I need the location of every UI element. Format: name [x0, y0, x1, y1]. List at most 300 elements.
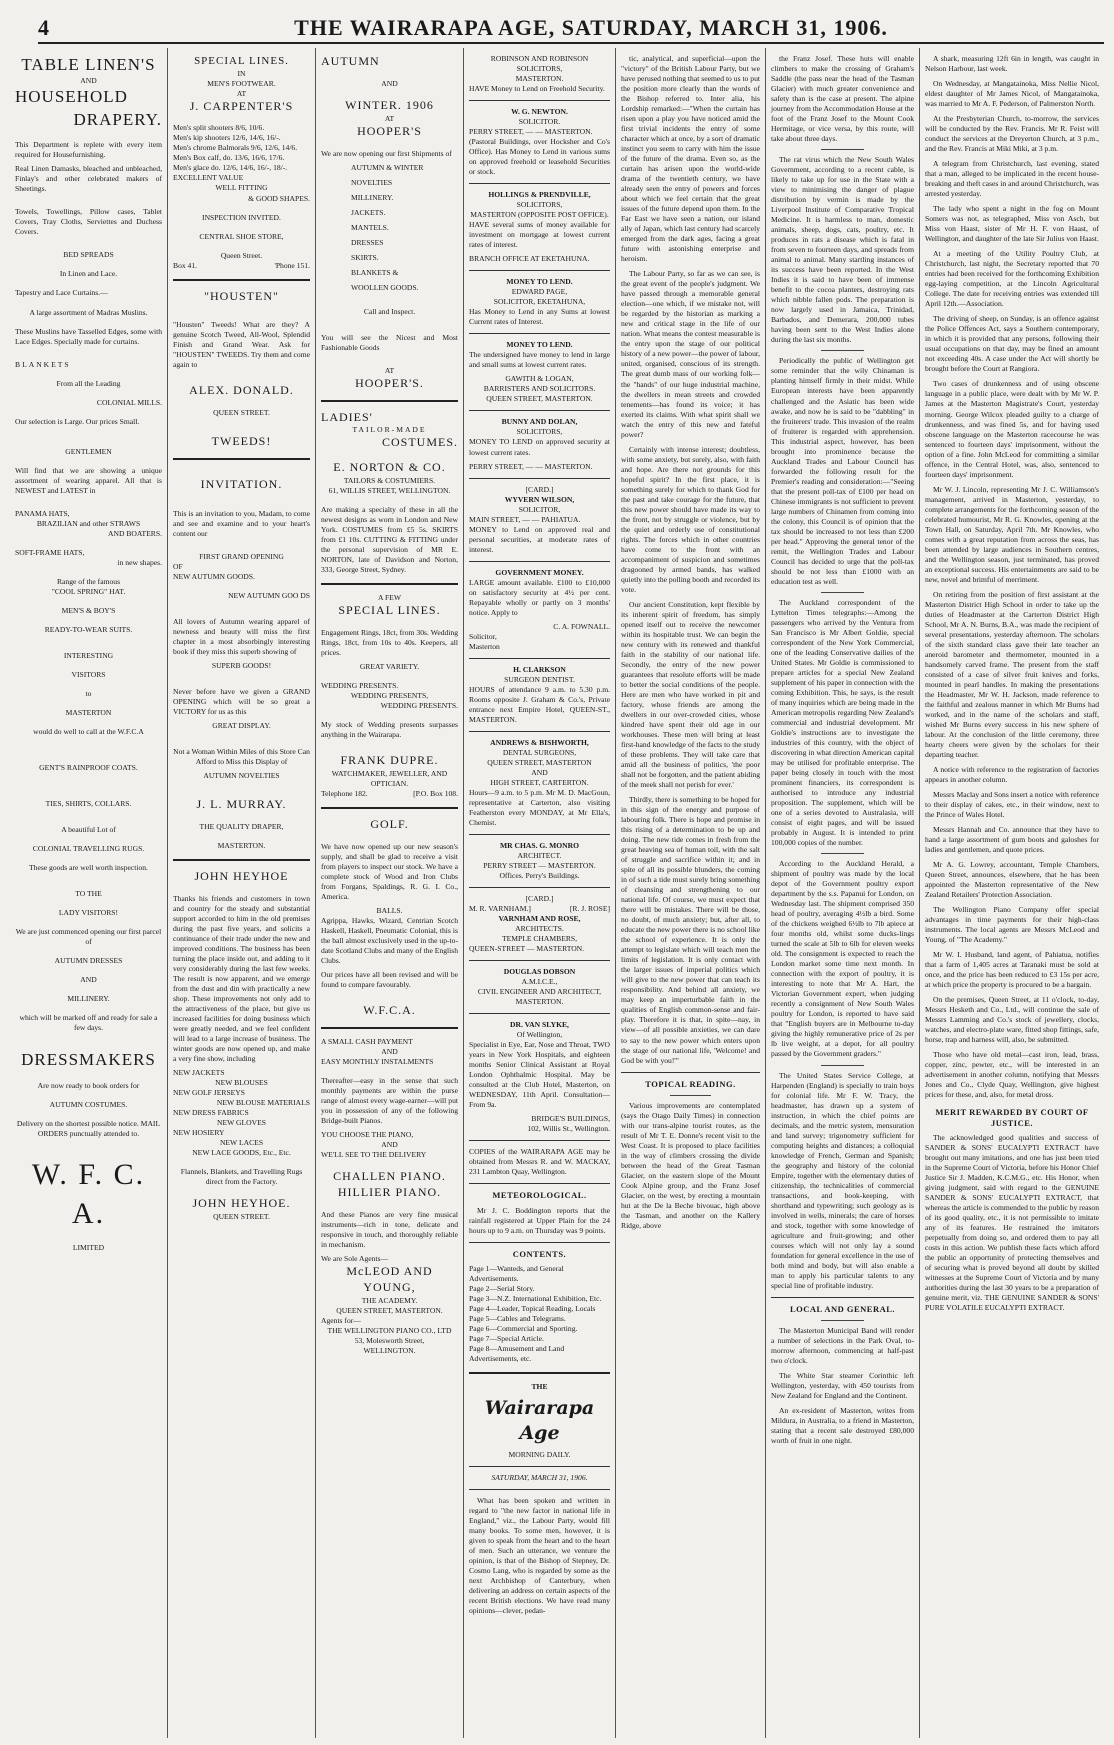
- ad-heading: AUTUMN DRESSES: [54, 956, 123, 966]
- ad-text: in new shapes.: [117, 557, 162, 567]
- ad-headline: W. F. C. A.: [31, 1157, 146, 1231]
- ad-text: BRAZILIAN and other STRAWS: [36, 518, 141, 528]
- article-paragraph: Mr W. I. Husband, land agent, of Pahiatua, notifies that a farm of 1,405 acres at Taranaki must be sold at once, and the price has been reduced to £3 15s per acre, at which price the property is procured to be a bargain.: [925, 950, 1099, 990]
- card-heading: MR CHAS. G. MONRO: [499, 841, 580, 850]
- article-paragraph: Mr W. J. Lincoln, representing Mr J. C. Williamson's management, arrived in Masterton, yesterday, to complete arrangements for the forthcoming season of the celebrated humourist, Mr R. G. Knowles, opening at the Town Hall, on Saturday, April 7th. Mr Knowles, who comes with a great reputation from across the seas, has been attended by large audiences in Southern centres, and the Wellington season, just terminated, has proved an exceptional success. His entertainments are said to be new, novel and brimful of merriment.: [925, 484, 1099, 584]
- ad-headline: J. CARPENTER'S: [189, 98, 294, 113]
- list-item: Page 4—Leader, Topical Reading, Locals: [469, 1303, 596, 1313]
- article-paragraph: The Labour Party, so far as we can see, is the great event of the people's judgment. We have passed through a memorable general election—one which, if we mistake not, will be regarded by the historian as marking a new and critical stage in the life of our nation. What means the contest measurable is the entry upon the stage of our political history of a new power—the power of labour, united, organised, conscious of its strength. The great dumb mass of our working folk—the "hands" of our huge industrial machine, the dwellers in mean streets and crowded tenements—has found its voice; it has exerted its claims. With what spirit shall we watch the entry of this new and fateful power?: [621, 269, 760, 439]
- article-paragraph: tic, analytical, and superficial—upon the "victory" of the British Labour Party, but we have perused nothing that seemed to us to put the position more clearly than the words of the Bishop referred to. Inter alia, his Lordship remarked:—"When the curtain has risen upon a play you have noticed amid the first trivial incidents the entry of some character which at once, by a sort of dramatic instinct you seem to carry with him the issue of the future of the drama. Even so, as the curtain has arisen upon the world-wide drama of the twentieth century, we have already seen the entry of powers and forces about which we feel certain that the great issues of the future depend upon them. In the Far East we have seen a nation, our island ally of Japan, which last century had scarcely emerged from the dark ages, facing a great future with astonishing enterprise and heroism.: [621, 54, 760, 264]
- ad-headline: W.F.C.A.: [363, 1003, 416, 1018]
- ad-heading: MEN'S FOOTWEAR.: [207, 78, 276, 88]
- column-5: [616, 48, 766, 1738]
- ad-text: GAWITH & LOGAN,: [505, 374, 574, 384]
- card-heading: GOVERNMENT MONEY.: [495, 567, 584, 577]
- list-item: Page 5—Cables and Telegrams.: [469, 1314, 566, 1323]
- list-item: NEW GLOVES: [216, 1118, 266, 1128]
- column-6: [766, 48, 920, 1738]
- article-paragraph: The Wellington Piano Company offer special advantages in time payments for their high-class instruments. The local agents are Messrs McLeod and Young, of "The Academy.": [925, 905, 1099, 945]
- ad-text: "Housten" Tweeds! What are they? A genuine Scotch Tweed, All-Wool, Splendid Finish and Grand Wear. Ask for "HOUSTEN" TWEEDS. Try them and come again to: [173, 320, 310, 370]
- list-item: Page 1—Wanteds, and General Advertisements.: [469, 1263, 564, 1283]
- article-paragraph: The White Star steamer Corinthic left Wellington, yesterday, with 450 tourists from New Zealand for England and the Continent.: [771, 1371, 914, 1401]
- ad-text: QUEEN STREET, MASTERTON.: [336, 1305, 443, 1315]
- ad-text: COPIES of the WAIRARAPA AGE may be obtained from Messrs R. and W. MACKAY, 231 Lambton Quay, Wellington.: [469, 1147, 610, 1177]
- ad-text: A large assortment of Madras Muslins.: [29, 307, 148, 317]
- list-item: Page 6—Commercial and Sporting.: [469, 1324, 578, 1334]
- nameplate-label: THE: [531, 1382, 548, 1392]
- ad-text: THE ACADEMY.: [361, 1295, 418, 1305]
- ad-text: QUEEN STREET.: [213, 1212, 270, 1222]
- ad-text: Will find that we are showing a unique assortment of wearing apparel. All that is NEWEST and LATEST in: [15, 465, 162, 495]
- ad-headline: HILLIER PIANO.: [337, 1184, 442, 1199]
- partner-name: [R. J. ROSE]: [569, 904, 610, 914]
- ad-text: PERRY STREET — MASTERTON.: [483, 861, 596, 871]
- article-paragraph: At the Presbyterian Church, to-morrow, the services will be conducted by the Rev. Francis. Mr R. Feist will conduct the services at the Dreyerton Church, at 3 p.m., and the Rev. Francis at Miki Miki, at 3 p.m.: [925, 114, 1099, 154]
- article-paragraph: The Auckland correspondent of the Lyttelton Times telegraphs:—Among the passengers who arrived by the Ventura from San Francisco is Mr Albert Goldie, special correspondent of the New York Commercial, one of the leading Conservative dailies of the United States. Mr Goldie is commissioned to prepare articles for a special New Zealand supplement of his paper in connection with the coming Exhibition. This, he says, is the result of many inquiries which are being made in the American metropolis regarding New Zealand's commercial and industrial development. Mr Goldie's instructions are to investigate the industries of this country, with the object of discovering in what direction American capital may be utilised for profitable enterprise. The paper being closely in touch with the most prominent financiers, its correspondent is authorised to introduce any industrial proposition. The supplement, which will be one of a series devoted to Australasia, will consist of eight pages, and will be issued probably in August. It is intended to print 100,000 copies of the number.: [771, 597, 914, 848]
- ad-text: BRIDGE'S BUILDINGS,: [531, 1114, 610, 1124]
- card-heading: W. G. NEWTON.: [511, 107, 568, 117]
- ad-text: COLONIAL MILLS.: [96, 397, 162, 407]
- list-item: NOVELTIES: [351, 177, 393, 187]
- ad-headline: INVITATION.: [200, 477, 283, 492]
- ad-text: In Linen and Lace.: [59, 269, 118, 279]
- ad-text: READY-TO-WEAR SUITS.: [44, 624, 133, 634]
- ad-text: Not a Woman Within Miles of this Store Can Afford to Miss this Display of: [173, 747, 310, 767]
- list-item: JACKETS.: [351, 207, 386, 217]
- list-item: Men's chrome Balmorals 9/6, 12/6, 14/6.: [173, 143, 298, 153]
- ad-headline: FRANK DUPRE.: [340, 753, 439, 768]
- ad-text: Towels, Towellings, Pillow cases, Tablet Covers, Tray Cloths, Serviettes and Duchess Covers.: [15, 207, 162, 237]
- ad-headline: E. NORTON & CO.: [333, 460, 446, 475]
- ad-text: Flannels, Blankets, and Travelling Rugs direct from the Factory.: [180, 1167, 303, 1187]
- partners-line: [469, 904, 610, 914]
- ad-text: WEDDING PRESENTS,: [350, 691, 429, 701]
- ad-text: A FEW: [378, 593, 401, 603]
- ad-headline: "HOUSTEN": [204, 288, 279, 303]
- column-4: [464, 48, 616, 1738]
- page-number: 4: [38, 15, 49, 40]
- ad-headline: SPECIAL LINES.: [338, 603, 441, 618]
- article-paragraph: What has been spoken and written in regard to "the new factor in national life in England," viz., the Labour Party, would fill many books. To some men, however, it is given to speak from the heart and to the heart of men. Such an utterance, we venture the opinion, is that of the Bishop of Stepney, Dr. Cosmo Lang, who is regarded by some as the next Archbishop of Canterbury, when delivering an address on certain aspects of the recent British elections. We have read many opinions—clever, pedan-: [469, 1496, 610, 1616]
- list-item: Men's kip shooters 12/6, 14/6, 16/-.: [173, 133, 281, 143]
- list-item: Men's Box calf, do. 13/6, 16/6, 17/6.: [173, 153, 285, 163]
- ad-text: Thereafter—easy in the sense that such monthly payments are within the purse range of almost every wage-earner—will put you in possession of any of the following Bridge-built Pianos.: [321, 1075, 458, 1126]
- ad-text: WELLINGTON.: [363, 1345, 416, 1355]
- ad-text: MASTERTON.: [217, 841, 266, 851]
- ad-text: CIVIL ENGINEER AND ARCHITECT,: [477, 987, 602, 997]
- ad-text: HAVE several sums of money available for investment on mortgage at lowest current rates of interest.: [469, 220, 610, 250]
- ad-text: MEN'S & BOY'S: [61, 605, 116, 615]
- ad-text: THE WELLINGTON PIANO CO., LTD: [327, 1325, 452, 1335]
- masthead: [38, 14, 1104, 44]
- ad-text: All lovers of Autumn wearing apparel of newness and beauty will miss the first chapter in a most absorbingly interesting book if they miss this superb showing of: [173, 617, 310, 657]
- ad-text: Engagement Rings, 18ct, from 30s. Wedding Rings, 18ct, from 10s to 40s. Keepers, all prices.: [321, 628, 458, 658]
- card-heading: ROBINSON AND ROBINSON: [490, 54, 589, 63]
- list-item: NEW HOSIERY: [173, 1128, 225, 1138]
- ad-text: Our prices have all been revised and will be found to compare favourably.: [321, 970, 458, 990]
- ad-text: Hours—9 a.m. to 5 p.m. Mr M. D. MacGoun, representative at Carterton, also visiting Featherston every MONDAY, at Mr Ella's, Chemist.: [469, 787, 610, 827]
- list-item: NEW LACES: [219, 1138, 264, 1148]
- ad-headline: J. L. MURRAY.: [196, 797, 287, 812]
- headline: TABLE LINEN'S: [21, 55, 156, 74]
- list-item: WOOLLEN GOODS.: [351, 282, 419, 292]
- ad-text: We are now opening our first Shipments of: [321, 148, 452, 158]
- ad-text: [CARD.]: [525, 894, 554, 904]
- ad-text: A SMALL CASH PAYMENT: [321, 1036, 413, 1046]
- ad-text: Call and Inspect.: [363, 306, 416, 316]
- ad-heading: MASTERTON: [65, 707, 112, 717]
- ad-headline: GOLF.: [370, 817, 409, 832]
- ad-headline: CHALLEN PIANO.: [333, 1169, 446, 1184]
- ad-text: INSPECTION INVITED.: [202, 212, 281, 222]
- ad-heading: GENTLEMEN: [65, 446, 112, 456]
- article-paragraph: Periodically the public of Wellington get some reminder that the wily Chinaman is planting himself firmly in their midst. While European interests have been apparently challenged and the Asiatic has been wide awake, and now he is said to be "dabbling" in the fruiterers' trade. This invasion of the realm of fruiterer is regarded with apprehension. This industrial aspect, however, has been brought into prominence because the Auckland Trades and Labour Council has forwarded the following result for the Premier's reading and consideration:—"Seeing that the present poll-tax of £100 per head on Chinese immigrants is not sufficient to prevent large numbers of Chinamen from coming into the colony, this Council is of opinion that the tax should be increased to not less than £200 per head." Approving the general tenor of the remit, the Wellington Trades and Labour Council has decided to urge that the poll-tax should be not less than £1000 with an education test as well.: [771, 356, 914, 586]
- ad-text: WEDDING PRESENTS.: [321, 681, 399, 691]
- article-paragraph: An ex-resident of Masterton, writes from Mildura, in Australia, to a friend in Masterton, stating that a recent sale destroyed £80,000 worth of fruit in one night.: [771, 1406, 914, 1446]
- ad-text: Offices. Perry's Buildings.: [499, 871, 580, 881]
- ad-text: MASTERTON.: [515, 74, 564, 84]
- ad-text: Of Wellington,: [516, 1030, 563, 1040]
- ad-text: to: [85, 688, 92, 698]
- article-paragraph: Mr J. C. Boddington reports that the rainfall registered at Upper Plain for the 24 hours up to 9 a.m. on Thursday was 9 points.: [469, 1205, 610, 1235]
- ad-text: Tapestry and Lace Curtains.—: [15, 288, 108, 298]
- ad-headline: TWEEDS!: [211, 434, 272, 449]
- ad-text: Queen Street.: [220, 250, 263, 260]
- ad-text: WELL FITTING: [215, 183, 268, 193]
- ad-text: We have now opened up our new season's supply, and shall be glad to receive a visit from players to inspect our stock. We have a complete stock of Wood and Iron Clubs from Forgans, Spaldings, R. G. I. Co., America.: [321, 841, 458, 901]
- ad-heading: VISITORS: [71, 669, 106, 679]
- ad-text: We are just commenced opening our first parcel of: [15, 927, 162, 947]
- ad-heading: BALLS.: [376, 905, 403, 915]
- ad-text: From all the Leading: [56, 378, 121, 388]
- ad-heading: BED SPREADS: [63, 250, 114, 260]
- article-paragraph: Various improvements are contemplated (says the Otago Daily Times) in connection with our trans-alpine tourist routes, as the result of Mr T. E. Donne's recent visit to the West Coast. It is proposed to place facilities in the way of climbers crossing the divide between the head of the Great Tasman Glacier, on the eastern slope of the Mount Cook Alpine group, and the Franz Josef Glacier, on the west, by erecting a mountain hut at the De la Beche bivouac, high above the Tasman, and another on the Kallery Ridge, above: [621, 1100, 760, 1230]
- article-paragraph: Messrs Hannah and Co. announce that they have to hand a large assortment of gum boots and galoshes for ladies and gentlemen, and quote prices.: [925, 825, 1099, 855]
- ad-heading: GENT'S RAINPROOF COATS.: [39, 762, 138, 772]
- article-paragraph: Certainly with intense interest; doubtless, with some anxiety, but surely, also, with faith and hope. Are there not grounds for this hopeful spirit? In the first place, it is something surely for which to thank God for the past and take courage for the future, that this new power should have made its way to the front, not by struggle or violence, but by the quiet and orderly use of constitutional rights. The forces which in other countries have come to the front with an accompaniment of suspicion and sometimes dragooned by armed bands, has walked quietly into the polling booth and recorded its vote.: [621, 444, 760, 594]
- ad-headline: AUTUMN: [321, 54, 380, 68]
- ad-text: Never before have we given a GRAND OPENING which will be so great a VICTORY for us as this: [173, 687, 310, 717]
- ad-text: BARRISTERS AND SOLICITORS.: [483, 384, 596, 394]
- ad-headline: JOHN HEYHOE: [194, 869, 289, 884]
- card-heading: DR. VAN SLYKE,: [510, 1020, 569, 1030]
- section-heading: TOPICAL READING.: [645, 1078, 736, 1089]
- article-paragraph: The lady who spent a night in the fog on Mount Somers was not, as telegraphed, Miss von Asch, but Miss von Haast, sister of Mr H. F. von Haast, of Wellington, and daughter of the late Sir Julius von Haast.: [925, 204, 1099, 244]
- ad-text: Specialist in Eye, Ear, Nose and Throat, TWO years in New York Hospitals, and eighteen months Senior Clinical Assistant at Royal London Ophthalmic Hospital. May be consulted at the Club Hotel, Masterton, on WEDNESDAY, 11th April. Consultation—From 9a.: [469, 1040, 610, 1110]
- ad-text: My stock of Wedding presents surpasses anything in the Wairarapa.: [321, 720, 458, 740]
- ad-text: Delivery on the shortest possible notice. MAIL ORDERS punctually attended to.: [16, 1118, 161, 1138]
- list-item: NEW DRESS FABRICS: [173, 1108, 249, 1118]
- ad-text: You will see the Nicest and Most Fashionable Goods: [321, 332, 458, 352]
- ad-text: TO THE: [75, 888, 102, 898]
- dateline: SATURDAY, MARCH 31, 1906.: [491, 1473, 588, 1483]
- list-item: NEW LACE GOODS, Etc., Etc.: [192, 1148, 291, 1158]
- list-item: MANTELS.: [351, 222, 389, 232]
- ad-text: AT: [384, 365, 395, 375]
- telephone: Telephone 182.: [321, 789, 368, 799]
- article-paragraph: The acknowledged good qualities and success of SANDER & SONS' EUCALYPTI EXTRACT have brought out many imitations, and one has just been tried in the Supreme Court of Victoria, before his Honor Chief Justice Sir J. Madden, K.C.M.G., etc. His Honor, when giving judgment, said with regard to the GENUINE SANDER & SONS' EUCALYPTI EXTRACT, that whereas the article is commended to the public by reason of its good quality, etc., it is not permissible to imitate any of its features. He restrained the imitators perpetually from doing so, and ordered them to pay all costs in this action. We publish these facts which afford the public an opportunity of protecting themselves and of securing what is proved beyond all doubt by skilled witnesses at the Supreme Court of Victoria and by many authorities during the last 30 years to be a preparation of genuine merit, viz. THE GENUINE SANDER & SONS' PURE VOLATILE EUCALYPTI EXTRACT.: [925, 1132, 1099, 1313]
- ad-text: QUEEN STREET.: [213, 408, 270, 418]
- ad-text: Our selection is Large. Our prices Small.: [15, 416, 140, 426]
- ad-text: IN: [237, 68, 246, 78]
- subhead: AND: [80, 76, 97, 86]
- ad-headline: HOOPER'S: [357, 123, 422, 138]
- ad-text: SOLICITORS,: [516, 200, 563, 210]
- column-7: [920, 48, 1104, 1738]
- card-heading: MONEY TO LEND.: [506, 277, 573, 287]
- article-paragraph: At a meeting of the Utility Poultry Club, at Christchurch, last night, the Secretary reported that 70 entries had been received for the forthcoming Exhibition egg-laying competition, at the Lincoln Agricultural College. The date for receiving entries was extended till April 12th.—Association.: [925, 249, 1099, 309]
- ad-heading: GREAT VARIETY.: [359, 662, 420, 672]
- ad-text: EASY MONTHLY INSTALMENTS: [321, 1056, 434, 1066]
- ad-text: (Pastoral Buildings, over Hocksher and Co's Office). Has Money to Lend in various sums on approved freehold or leasehold Securities or stock.: [469, 137, 610, 177]
- ad-text: HAVE Money to Lend on Freehold Security.: [469, 84, 605, 94]
- ad-text: DENTAL SURGEONS,: [502, 747, 577, 757]
- article-paragraph: The rat virus which the New South Wales Government, according to a recent cable, is likely to take up for use in the State with a view to minimising the danger of plague distribution by vermin is made by the Liverpool Institute of Comparative Tropical Medicine. It is harmless to man, domestic animals, sheep, dogs, cats, poultry, etc. It produces in rats a disease which is fatal in from seven to fourteen days, and spreads from animal to animal. Many startling instances of its success have been reported. In the West Indies it is said to have been of immense benefit to the cocoa planters, destroying rats which nibble fallen pods. The preparation is now largely used in Jamaica, Trinidad, Barbados, and Demerara, 200,000 tubes having been sent to the West Indies alone during the last six months.: [771, 155, 914, 345]
- ad-text: We are Sole Agents—: [321, 1253, 389, 1263]
- ad-text: NEW AUTUMN GOODS.: [173, 572, 255, 582]
- price-list: [173, 123, 310, 173]
- list-item: Men's glace do. 12/6, 14/6, 16/-, 18/-.: [173, 163, 288, 173]
- article-paragraph: Two cases of drunkenness and of using obscene language in a public place, were dealt with by Mr W. P. James at the Masterton Magistrate's Court, yesterday morning. George Wilcox pleaded guilty to a charge of drunkenness, and was fined 5s, and for having used obscene language on the Masterton racecourse he was sentenced to fourteen days' imprisonment, without the option of a fine. John McLeod for committing a similar offence, in the Central Hotel, was, also, sentenced to fourteen days' imprisonment.: [925, 379, 1099, 479]
- ad-text: 53, Molesworth Street,: [354, 1335, 425, 1345]
- list-item: NEW GOLF JERSEYS: [173, 1088, 246, 1098]
- ad-text: Solicitor,: [469, 631, 497, 641]
- ad-text: AND: [381, 1046, 398, 1056]
- ad-headline: LADIES': [321, 409, 373, 424]
- phone-number: 'Phone 151.: [274, 260, 310, 270]
- ad-text: SURGEON DENTIST.: [504, 674, 575, 684]
- ad-text: Agrippa, Hawks, Wizard, Centrian Scotch Haskell, Haskell, Pneumatic Colonial, this is the ball almost exclusively used in the up-to-date Scotland Clubs and many of the English Clubs.: [321, 916, 458, 966]
- ad-heading: INTERESTING: [63, 650, 114, 660]
- headline: DRAPERY.: [73, 109, 162, 129]
- ad-text: Are now ready to book orders for: [37, 1080, 140, 1090]
- ad-text: QUEEN STREET, MASTERTON.: [486, 394, 593, 404]
- ad-text: AND: [80, 975, 97, 985]
- contact-line: [173, 261, 310, 271]
- card-heading: MONEY TO LEND.: [506, 340, 573, 350]
- ad-text: MONEY to Lend on approved real and personal securities, at moderate rates of interest.: [469, 524, 610, 554]
- section-heading: LOCAL AND GENERAL.: [789, 1303, 896, 1314]
- ad-text: QUEEN-STREET — MASTERTON.: [469, 944, 585, 954]
- list-item: NEW BLOUSES: [215, 1078, 268, 1088]
- ad-headline: ALEX. DONALD.: [189, 383, 294, 398]
- list-item: Page 7—Special Article.: [469, 1334, 544, 1344]
- ad-heading: CENTRAL SHOE STORE,: [199, 231, 284, 241]
- list-item: SKIRTS.: [351, 252, 379, 262]
- ad-text: OF: [173, 562, 183, 572]
- list-item: AUTUMN & WINTER: [351, 162, 424, 172]
- ad-text: 61, WILLIS STREET, WELLINGTON.: [328, 486, 451, 496]
- ad-text: TAILOR-MADE: [352, 425, 427, 435]
- section-heading: MERIT REWARDED BY COURT OF JUSTICE.: [935, 1106, 1089, 1128]
- card-heading: DOUGLAS DOBSON: [503, 967, 576, 977]
- card-heading: H. CLARKSON: [513, 664, 566, 674]
- ad-text: MAIN STREET, — — PAHIATUA.: [469, 514, 581, 524]
- article-paragraph: the Franz Josef. These huts will enable climbers to make the crossing of Graham's Saddle (the pass near the head of the Tasman Glacier) with much greater convenience and safety than is the case at present. The alpine journey from the Accommodation House at the foot of the Franz Josef to the Mount Cook Hermitage, or vice versa, by this route, will take about three days.: [771, 54, 914, 144]
- ad-heading: TIES, SHIRTS, COLLARS.: [45, 798, 132, 808]
- article-paragraph: The Masterton Municipal Band will render a number of selections in the Park Oval, to-morrow afternoon, commencing at half-past two o'clock.: [771, 1326, 914, 1366]
- ad-text: A beautiful Lot of: [61, 824, 116, 834]
- goods-list: [321, 163, 458, 293]
- ad-headline: SPECIAL LINES.: [194, 55, 289, 67]
- po-box: [P.O. Box 108.: [413, 789, 458, 799]
- ad-text: "COOL SPRING" HAT.: [51, 586, 126, 596]
- list-item: Page 3—N.Z. International Exhibition, Etc.: [469, 1293, 602, 1303]
- ad-headline: HOOPER'S.: [355, 375, 424, 390]
- ad-text: Thanks his friends and customers in town and country for the steady and substantial support accorded to him in the old premises during the past five years, and solicits a continuance of their trade under the new and improved conditions. The business has been turning the place inside out, and adding to it very considerably during the last few weeks. The result is now apparent, and we emerge from the dust and din with practically a new shop. These improvements not only add to the attractiveness of the place, but give us increased facilities for doing business which were greatly needed, and we feel confident will lead to a large increase of business. The winter goods are now opened up, and make a very fine show, including: [173, 893, 310, 1064]
- article-paragraph: According to the Auckland Herald, a shipment of poultry was made by the local depot of the Government poultry export department by the s.s. Papanui for London, on Wednesday last. The shipment comprised 350 head of poultry, averaging 4½lb a bird. Some of the chickens weighed 6½lb to 7lb apiece at four months old, whilst some ducks-lings turned the scale at 5lb to 6lb for eleven weeks old. The consignment is expected to reach the London market some time next month. In connection with the export of poultry, it is interesting to note that Mr A. Hart, the Victorian Government expert, when judging recently a consignment of New South Wales poultry for London, is reported to have said that "English buyers are in Melbourne to-day giving the highly remunerative price of 2s per lb live weight, at a depot, for all poultry passed by the Government graders.": [771, 859, 914, 1059]
- ad-text: HOURS of attendance 9 a.m. to 5.30 p.m. Rooms opposite J. Graham & Co.'s, Private entrance next Empire Hotel, QUEEN-ST., MASTERTON.: [469, 684, 610, 724]
- list-item: DRESSES: [351, 237, 384, 247]
- ad-text: PANAMA HATS,: [15, 508, 70, 518]
- ad-text: Masterton: [469, 641, 500, 651]
- ad-heading: COLONIAL TRAVELLING RUGS.: [32, 843, 145, 853]
- ad-text: TEMPLE CHAMBERS,: [501, 934, 578, 944]
- ad-text: Has Money to Lend in any Sums at lowest Current rates of Interest.: [469, 307, 610, 327]
- article-paragraph: Messrs Maclay and Sons insert a notice with reference to their display of cakes, etc., in their window, next to the Prince of Wales Hotel.: [925, 790, 1099, 820]
- article-paragraph: A telegram from Christchurch, last evening, stated that a man, alleged to be implicated in the recent house-breaking and theft cases in and around Christchurch, was arrested yesterday.: [925, 159, 1099, 199]
- list-item: Men's split shooters 8/6, 10/6.: [173, 123, 265, 133]
- ad-text: SOLICITOR,: [518, 504, 561, 514]
- ad-text: SOFT-FRAME HATS,: [15, 547, 85, 557]
- list-item: Page 8—Amusement and Land Advertisements, etc.: [469, 1344, 565, 1364]
- partner-name: M. R. VARNHAM.]: [469, 904, 531, 914]
- ad-heading: SUPERB GOODS!: [211, 661, 272, 671]
- ad-text: BRANCH OFFICE AT EKETAHUNA.: [469, 254, 590, 264]
- goods-list: [173, 1068, 310, 1158]
- article-paragraph: A notice with reference to the registration of factories appears in another column.: [925, 765, 1099, 785]
- card-heading: ANDREWS & BISHWORTH,: [490, 737, 589, 747]
- ad-text: These Muslins have Tasselled Edges, some with Lace Edges. Specially made for curtains.: [15, 326, 162, 346]
- article-paragraph: On the premises, Queen Street, at 11 o'clock, to-day, Messrs Hesketh and Co., Ltd., will continue the sale of Messrs Lamming and Co.'s stock of jewellery, clocks, watches, and electro-plate ware, fitted shop fittings, safe, horse, trap and harness will, also, be submitted.: [925, 995, 1099, 1045]
- ad-text: & GOOD SHAPES.: [248, 193, 310, 203]
- ad-text: THE QUALITY DRAPER,: [199, 822, 284, 832]
- column-1: [10, 48, 168, 1738]
- article-paragraph: Thirdly, there is something to be hoped for in this sign of the energy and purpose of labouring folk. There is hope and promise in this rising of a determination to be up and doing. The new tide comes in fresh from the great heaving sea of human toil, with the salt of struggle and sacrifice within it; and in spite of all its possible blunders, the coming in of such a tide must surely bring something of cleansing and strengthening to our national life. Of course, we must expect that there will be mistakes. There will be those, no doubt, of much anxiety; but, after all, to educate the new power there is no school like the school of experience. It is only the attempt to legislate which will teach men the limits of legislation. It is only contact with the larger issues of imperial politics which will give to the new power that can teach its responsibility. And behind all anxiety, we may keep an imperturbable faith in the qualities of English common-sense and fair-play. Therefore it is that, in spite—nay, in view—of all possible anxieties, we can dare to say to the new power which enters upon the stage of our national life, 'Welcome! and God be with you!'": [621, 795, 760, 1065]
- ad-heading: AUTUMN COSTUMES.: [49, 1099, 128, 1109]
- card-heading: BUNNY AND DOLAN,: [501, 417, 578, 427]
- contents-list: [469, 1264, 610, 1364]
- list-item: Page 2—Serial Story.: [469, 1283, 535, 1293]
- ad-text: These goods are well worth inspection.: [29, 862, 148, 872]
- ad-text: And these Pianos are very fine musical instruments—rich in tone, delicate and responsive in touch, and thoroughly reliable in mechanism.: [321, 1209, 458, 1249]
- article-paragraph: The driving of sheep, on Sunday, is an offence against the Police Offences Act, says a Southern contemporary, in which it is provided that any persons, following their usual occupations on that day, may be fined an amount not exceeding 40s. A case under the Act will shortly be brought before the Court at Rangiora.: [925, 314, 1099, 374]
- ad-text: MASTERTON (OPPOSITE POST OFFICE).: [470, 210, 609, 220]
- ad-text: WEDDING PRESENTS.: [380, 701, 458, 711]
- article-paragraph: On retiring from the position of first assistant at the Masterton District High School in order to take up the duties of Headmaster at the Carterton District High School, Mr A. N. Burns, B.A., was made the recipient of several presentations, yesterday afternoon. The scholars of the sixth standard class gave their late teacher an aneroid barometer and thermometer, mounted in a handsomely carved frame. The present from the staff consisted of a case of silver fruit knives and forks, mounted in pearl handles. In making the presentations the Headmaster, Mr W. H. Jackson, made reference to the faithful and zealous manner in which Mr Burns had worked, and in the name of the scholars and staff, wished Mr Burns every success in his new sphere of labour. At the conclusion of the little ceremony, three hearty cheers were given by the scholars for their departing teacher.: [925, 589, 1099, 760]
- article-paragraph: Our ancient Constitution, kept flexible by its inherent spirit of freedom, has simply opened itself out to receive the newcomer within its hospitable trust. We can begin the new century with its renewed and thankful faith in the stability of our national life. Secondly, the entry of the new power guarantees that resolute efforts will be made to better the social conditions of the people. Here are men who have worked in pit and factory, whose friends are among the dwellers in our over-crowded cities, whose kindred have spent their old age in our workhouses. These men will bring at least first-hand knowledge of the facts to the study of these problems. They will take care that amid all the business of politics, 'the poor shall not be forgotten, and the patient abiding of the meek shall not perish for ever.': [621, 599, 760, 790]
- ad-heading: GREAT DISPLAY.: [212, 721, 271, 731]
- ad-text: AT: [384, 113, 395, 123]
- ad-text: NEW AUTUMN GOO DS: [228, 591, 310, 601]
- ad-text: C. A. FOWNALL.: [553, 621, 610, 631]
- ad-heading: LADY VISITORS!: [58, 907, 119, 917]
- article-paragraph: Mr A. G. Lowrey, accountant, Temple Chambers, Queen Street, announces, elsewhere, that he has been appointed the Masterton representative of the New Zealand Retailers' Protection Association.: [925, 860, 1099, 900]
- ad-text: [CARD.]: [525, 484, 554, 494]
- ad-text: AND: [531, 767, 548, 777]
- section-heading: METEOROLOGICAL.: [492, 1190, 587, 1201]
- ad-text: AT: [236, 88, 247, 98]
- ad-text: ARCHITECT.: [517, 851, 562, 861]
- article-paragraph: Those who have old metal—cast iron, lead, brass, copper, zinc, pewter, etc., will be interested in an advertisement in another column, notifying that Messrs Jones and Co., Clyde Quay, Wellington, give highest prices for these, and, also, for metal dross.: [925, 1050, 1099, 1100]
- ad-text: AND BOATERS.: [107, 528, 162, 538]
- ad-text: Range of the famous: [56, 576, 121, 586]
- list-item: NEW BLOUSE MATERIALS: [216, 1098, 310, 1108]
- ad-text: WATCHMAKER, JEWELLER, AND OPTICIAN.: [331, 769, 448, 789]
- box-number: Box 41.: [173, 260, 198, 270]
- ad-text: Agents for—: [321, 1315, 361, 1325]
- article-paragraph: The United States Service College, at Harpenden (England) is specially to train boys for colonial life. Mr F. W. Tracy, the headmaster, has drawn up a system of instruction, in which the chief points are decimals, and the metric system, mensuration and land survey; trigonometry sufficient for computing heights and distances; a colloquial knowledge of French, German and Spanish; the geography and history of the colonial Empire, together with the elementary duties of citizenship, the technicalities of commercial transactions, and book-keeping, with shorthand and typewriting; such geology as is involved in wells, minerals; the care of horses and stock, together with some knowledge of agriculture and fruit-growing; and other courses which will not only lay a sound foundation for general excellence in the use of both mind and body, but will also enable a man to apply his particular talents to any special line of profitable industry.: [771, 1070, 914, 1290]
- ad-text: 102, Willis St., Wellington.: [527, 1124, 610, 1134]
- ad-text: AND: [381, 78, 398, 88]
- ad-text: SOLICITOR.: [518, 117, 561, 127]
- column-2: [168, 48, 316, 1738]
- ad-text: This Department is replete with every item required for Housefurnishing.: [15, 140, 162, 160]
- ad-text: A.M.I.C.E.,: [521, 977, 558, 987]
- nameplate-label: MORNING DAILY.: [508, 1450, 571, 1460]
- ad-text: PERRY STREET, — — MASTERTON.: [469, 461, 593, 471]
- card-heading: HOLLINGS & PRENDVILLE,: [488, 190, 591, 200]
- columns: [10, 48, 1104, 1738]
- headline: HOUSEHOLD: [15, 87, 128, 107]
- ad-heading: AUTUMN NOVELTIES: [203, 771, 280, 781]
- ad-text: Real Linen Damasks, bleached and unbleached, Finlay's and other celebrated makers of Sheetings.: [15, 164, 162, 194]
- ad-text: TAILORS & COSTUMIERS.: [343, 476, 436, 486]
- ad-text: YOU CHOOSE THE PIANO,: [321, 1130, 414, 1140]
- list-item: NEW JACKETS: [173, 1068, 225, 1078]
- ad-text: FIRST GRAND OPENING: [199, 552, 284, 562]
- ad-text: EXCELLENT VALUE: [173, 173, 244, 183]
- article-paragraph: A shark, measuring 12ft 6in in length, was caught in Nelson Harbour, last week.: [925, 54, 1099, 74]
- ad-text: The undersigned have money to lend in large and small sums at lowest current rates.: [469, 350, 610, 370]
- ad-text: PERRY STREET, — — MASTERTON.: [469, 127, 593, 137]
- ad-text: LARGE amount available. £100 to £10,000 on satisfactory security at 4½ per cent. Repayable wholly or partly on 3 months' notice. Apply to: [469, 577, 610, 617]
- page-title: THE WAIRARAPA AGE, SATURDAY, MARCH 31, 1906.: [294, 15, 888, 40]
- ad-heading: BLANKETS: [15, 359, 71, 369]
- ad-text: would do well to call at the W.F.C.A: [33, 726, 144, 736]
- ad-text: AND: [381, 1140, 398, 1150]
- card-heading: WYVERN WILSON,: [504, 494, 575, 504]
- ad-text: SOLICITORS,: [516, 427, 563, 437]
- ad-text: which will be marked off and ready for sale a few days.: [19, 1013, 158, 1033]
- ad-text: WE'LL SEE TO THE DELIVERY: [321, 1150, 427, 1160]
- ad-text: EDWARD PAGE,: [511, 287, 568, 297]
- ad-text: MASTERTON.: [515, 997, 564, 1007]
- list-item: BLANKETS &: [351, 267, 399, 277]
- ad-text: SOLICITORS,: [516, 64, 563, 74]
- card-heading: VARNHAM AND ROSE,: [498, 914, 581, 924]
- ad-text: QUEEN STREET, MASTERTON: [487, 757, 592, 767]
- ad-headline: McLEOD AND YOUNG,: [346, 1263, 433, 1294]
- newspaper-logo: Wairarapa Age: [484, 1397, 595, 1445]
- ad-headline: COSTUMES.: [381, 435, 458, 450]
- column-3: [316, 48, 464, 1738]
- ad-text: ARCHITECTS.: [515, 924, 564, 934]
- list-item: MILLINERY.: [351, 192, 394, 202]
- ad-text: LIMITED: [72, 1242, 105, 1252]
- ad-headline: DRESSMAKERS: [21, 1050, 156, 1070]
- article-paragraph: On Wednesday, at Mangatainoka, Miss Nellie Nicol, eldest daughter of Mr James Nicol, of Mangatainoka, was married to Mr A. F. Pederson, of Palmerston North.: [925, 79, 1099, 109]
- contact-line: [321, 789, 458, 799]
- ad-heading: MILLINERY.: [67, 994, 110, 1004]
- ad-text: This is an invitation to you, Madam, to come and see and examine and to your heart's content our: [173, 508, 310, 539]
- ad-headline: JOHN HEYHOE.: [192, 1196, 291, 1211]
- ad-headline: WINTER. 1906: [345, 97, 434, 112]
- ad-text: MONEY TO LEND on approved security at lowest current rates.: [469, 437, 610, 457]
- ad-text: HIGH STREET, CARTERTON.: [490, 777, 589, 787]
- section-heading: CONTENTS.: [512, 1248, 567, 1259]
- ad-text: SOLICITOR, EKETAHUNA,: [493, 297, 586, 307]
